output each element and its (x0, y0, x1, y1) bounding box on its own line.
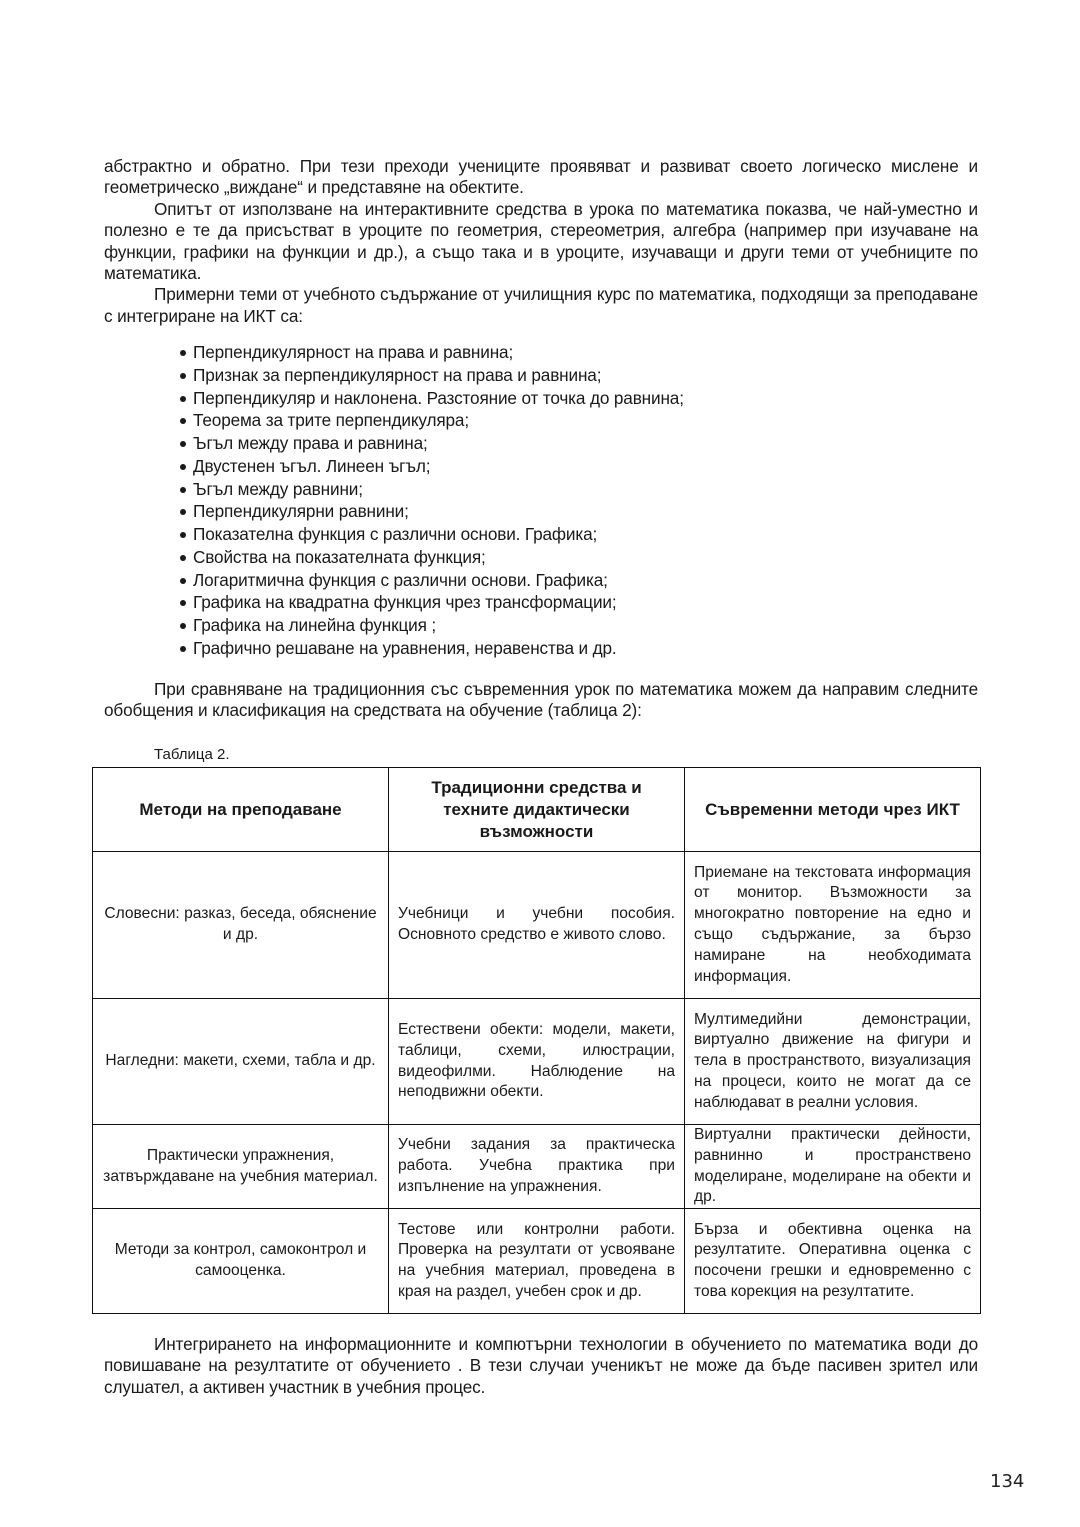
list-item: Графика на квадратна функция чрез трансформации; (178, 591, 684, 614)
table-row (93, 852, 981, 999)
table-header-row (93, 768, 981, 852)
list-item: Перпендикулярност на права и равнина; (178, 341, 684, 364)
table-caption: Таблица 2. (154, 746, 230, 763)
list-item: Теорема за трите перпендикуляра; (178, 409, 684, 432)
bullet-icon (180, 646, 186, 652)
cell-method: Практически упражнения, затвърждаване на учебния материал. (93, 1125, 389, 1209)
bullet-icon (180, 532, 186, 538)
bullet-icon (180, 350, 186, 356)
body-text-compare (104, 679, 978, 722)
cell-ict: Приемане на текстовата информация от монитор. Възможности за многократно повторение на едно и също съдържание, за бързо намиране на необходимата информация. (685, 852, 981, 999)
list-item: Показателна функция с различни основи. Графика; (178, 523, 684, 546)
list-item: Двустенен ъгъл. Линеен ъгъл; (178, 455, 684, 478)
topics-list (178, 341, 684, 660)
table-row (93, 1125, 981, 1209)
bullet-icon (180, 623, 186, 629)
page-number: 134 (990, 1471, 1025, 1492)
body-text-final (104, 1334, 978, 1398)
cell-traditional: Естествени обекти: модели, макети, таблици, схеми, илюстрации, видеофилми. Наблюдение на неподвижни обекти. (389, 999, 685, 1125)
cell-method: Нагледни: макети, схеми, табла и др. (93, 999, 389, 1125)
comparison-table (92, 767, 981, 1314)
list-item: Свойства на показателната функция; (178, 546, 684, 569)
paragraph-topics-intro: Примерни теми от учебното съдържание от училищния курс по математика, подходящи за преподаване с интегриране на ИКТ са: (104, 284, 978, 326)
paragraph-experience: Опитът от използване на интерактивните средства в урока по математика показва, че най-уместно и полезно е те да присъстват в уроците по геометрия, стереометрия, алгебра (например при изучаване на функции, графики на функции и др.), а също така и в уроците, изучаващи и други теми от учебниците по математика. (104, 198, 978, 284)
bullet-icon (180, 509, 186, 515)
bullet-icon (180, 555, 186, 561)
list-item: Графично решаване на уравнения, неравенства и др. (178, 637, 684, 660)
cell-traditional: Учебни задания за практическа работа. Учебна практика при изпълнение на упражнения. (389, 1125, 685, 1209)
bullet-icon (180, 418, 186, 424)
bullet-icon (180, 396, 186, 402)
header-methods: Методи на преподаване (93, 768, 389, 852)
cell-ict: Бърза и обективна оценка на резултатите. Оперативна оценка с посочени грешки и едновременно с това корекция на резултатите. (685, 1209, 981, 1314)
list-item: Логаритмична функция с различни основи. Графика; (178, 569, 684, 592)
table-row (93, 1209, 981, 1314)
bullet-icon (180, 441, 186, 447)
cell-ict: Мултимедийни демонстрации, виртуално движение на фигури и тела в пространството, визуализация на процеси, които не могат да се наблюдават в реални условия. (685, 999, 981, 1125)
cell-method: Методи за контрол, самоконтрол и самооценка. (93, 1209, 389, 1314)
table-row (93, 999, 981, 1125)
list-item: Признак за перпендикулярност на права и равнина; (178, 364, 684, 387)
list-item: Графика на линейна функция ; (178, 614, 684, 637)
bullet-icon (180, 600, 186, 606)
list-item: Ъгъл между равнини; (178, 478, 684, 501)
header-ict: Съвременни методи чрез ИКТ (685, 768, 981, 852)
bullet-icon (180, 487, 186, 493)
header-traditional: Традиционни средства и техните дидактически възможности (389, 768, 685, 852)
paragraph-final: Интегрирането на информационните и компютърни технологии в обучението по математика води до повишаване на резултатите от обучението . В тези случаи ученикът не може да бъде пасивен зрител или слушател, а активен участник в учебния процес. (104, 1334, 978, 1397)
cell-ict: Виртуални практически дейности, равнинно и пространствено моделиране, моделиране на обекти и др. (685, 1125, 981, 1209)
paragraph-compare: При сравняване на традиционния със съвременния урок по математика можем да направим следните обобщения и класификация на средствата на обучение (таблица 2): (104, 679, 978, 721)
bullet-icon (180, 578, 186, 584)
bullet-icon (180, 373, 186, 379)
list-item: Перпендикулярни равнини; (178, 500, 684, 523)
cell-traditional: Учебници и учебни пособия. Основното средство е живото слово. (389, 852, 685, 999)
paragraph-intro: абстрактно и обратно. При тези преходи учениците проявяват и развиват своето логическо мислене и геометрическо „виждане“ и представяне на обектите. (104, 156, 978, 198)
cell-traditional: Тестове или контролни работи. Проверка на резултати от усвояване на учебния материал, проведена в края на раздел, учебен срок и др. (389, 1209, 685, 1314)
bullet-icon (180, 464, 186, 470)
list-item: Перпендикуляр и наклонена. Разстояние от точка до равнина; (178, 387, 684, 410)
list-item: Ъгъл между права и равнина; (178, 432, 684, 455)
cell-method: Словесни: разказ, беседа, обяснение и др. (93, 852, 389, 999)
body-text-top (104, 156, 978, 327)
